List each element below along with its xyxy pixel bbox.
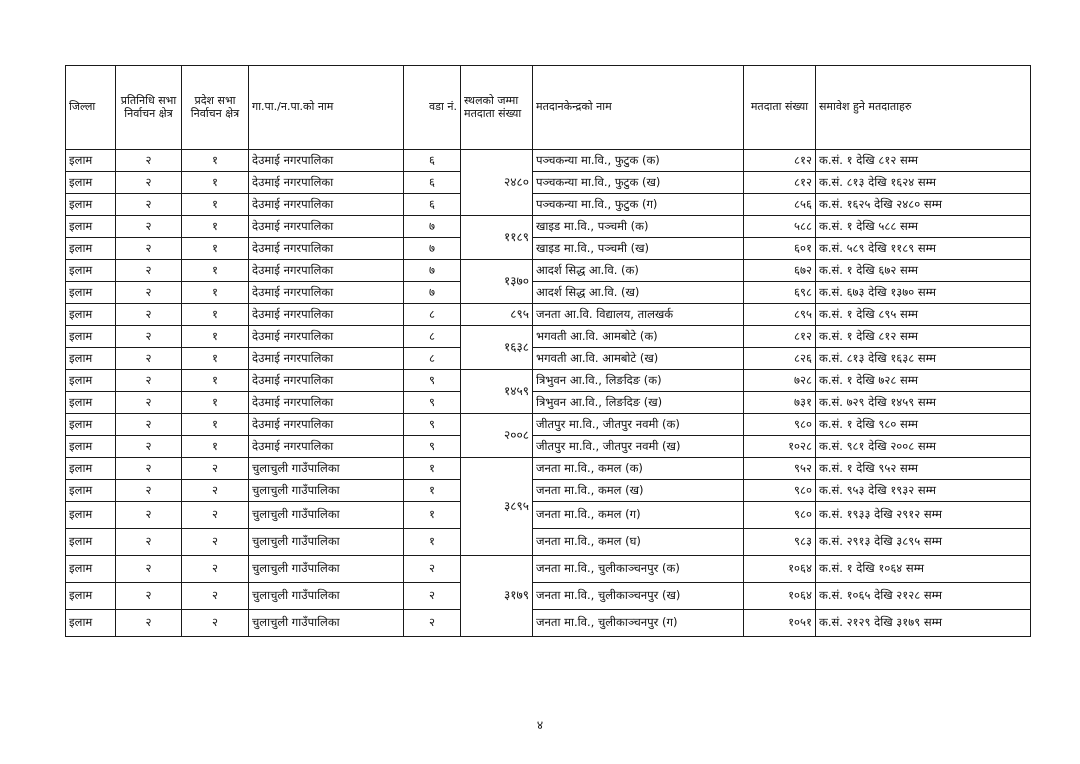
voter-count-cell: ६९८ (744, 282, 816, 304)
header-voter-range: समावेश हुने मतदाताहरु (816, 66, 1031, 150)
voter-count-cell: ७२८ (744, 370, 816, 392)
header-ward: वडा नं. (404, 66, 461, 150)
ward-cell: ९ (404, 370, 461, 392)
district-cell: इलाम (66, 194, 116, 216)
provincial-constituency-cell: २ (182, 502, 249, 529)
provincial-constituency-cell: १ (182, 414, 249, 436)
federal-constituency-cell: २ (116, 436, 182, 458)
federal-constituency-cell: २ (116, 392, 182, 414)
voter-range-cell: क.सं. २९१३ देखि ३८९५ सम्म (816, 529, 1031, 556)
municipality-cell: देउमाई नगरपालिका (249, 304, 404, 326)
voter-count-cell: ९८० (744, 414, 816, 436)
table-row (66, 480, 1031, 502)
table-row (66, 436, 1031, 458)
voter-range-cell: क.सं. १ देखि ८९५ सम्म (816, 304, 1031, 326)
polling-center-cell: पञ्चकन्या मा.वि., फुटुक (ख) (533, 172, 744, 194)
federal-constituency-cell: २ (116, 583, 182, 610)
ward-cell: १ (404, 502, 461, 529)
polling-center-cell: पञ्चकन्या मा.वि., फुटुक (क) (533, 150, 744, 172)
voter-range-cell: क.सं. ८१३ देखि १६२४ सम्म (816, 172, 1031, 194)
district-cell: इलाम (66, 392, 116, 414)
ward-cell: ७ (404, 260, 461, 282)
district-cell: इलाम (66, 583, 116, 610)
voter-count-cell: १०५१ (744, 610, 816, 637)
provincial-constituency-cell: १ (182, 326, 249, 348)
polling-center-table (65, 65, 1031, 637)
polling-center-cell: जनता मा.वि., चुलीकाञ्चनपुर (ग) (533, 610, 744, 637)
voter-range-cell: क.सं. १ देखि ७२८ सम्म (816, 370, 1031, 392)
ward-cell: १ (404, 458, 461, 480)
voter-range-cell: क.सं. १ देखि ८१२ सम्म (816, 150, 1031, 172)
polling-center-cell: त्रिभुवन आ.वि., लिङदिङ (ख) (533, 392, 744, 414)
voter-range-cell: क.सं. २१२९ देखि ३१७९ सम्म (816, 610, 1031, 637)
polling-center-cell: जनता मा.वि., कमल (घ) (533, 529, 744, 556)
federal-constituency-cell: २ (116, 194, 182, 216)
federal-constituency-cell: २ (116, 529, 182, 556)
federal-constituency-cell: २ (116, 370, 182, 392)
table-row (66, 348, 1031, 370)
table-row (66, 610, 1031, 637)
header-district: जिल्ला (66, 66, 116, 150)
municipality-cell: देउमाई नगरपालिका (249, 392, 404, 414)
federal-constituency-cell: २ (116, 304, 182, 326)
group-total-cell: ३१७९ (461, 556, 533, 637)
voter-range-cell: क.सं. ६७३ देखि १३७० सम्म (816, 282, 1031, 304)
polling-center-cell: जनता मा.वि., कमल (क) (533, 458, 744, 480)
table-row (66, 282, 1031, 304)
provincial-constituency-cell: १ (182, 304, 249, 326)
federal-constituency-cell: २ (116, 414, 182, 436)
table-row (66, 150, 1031, 172)
ward-cell: १ (404, 529, 461, 556)
voter-range-cell: क.सं. १ देखि ६७२ सम्म (816, 260, 1031, 282)
group-total-cell: २००८ (461, 414, 533, 458)
ward-cell: २ (404, 610, 461, 637)
ward-cell: ९ (404, 392, 461, 414)
voter-range-cell: क.सं. १६२५ देखि २४८० सम्म (816, 194, 1031, 216)
municipality-cell: देउमाई नगरपालिका (249, 326, 404, 348)
provincial-constituency-cell: १ (182, 282, 249, 304)
provincial-constituency-cell: १ (182, 260, 249, 282)
federal-constituency-cell: २ (116, 556, 182, 583)
voter-range-cell: क.सं. १०६५ देखि २१२८ सम्म (816, 583, 1031, 610)
ward-cell: ८ (404, 348, 461, 370)
voter-range-cell: क.सं. ९५३ देखि १९३२ सम्म (816, 480, 1031, 502)
municipality-cell: चुलाचुली गाउँपालिका (249, 458, 404, 480)
polling-center-cell: भगवती आ.वि. आमबोटे (ख) (533, 348, 744, 370)
ward-cell: ७ (404, 216, 461, 238)
table-row (66, 392, 1031, 414)
provincial-constituency-cell: १ (182, 436, 249, 458)
federal-constituency-cell: २ (116, 480, 182, 502)
header-row (66, 66, 1031, 150)
table-row (66, 216, 1031, 238)
ward-cell: ९ (404, 436, 461, 458)
header-total-voters: स्थलको जम्मा मतदाता संख्या (461, 66, 533, 150)
group-total-cell: ११८९ (461, 216, 533, 260)
voter-count-cell: ८५६ (744, 194, 816, 216)
federal-constituency-cell: २ (116, 326, 182, 348)
district-cell: इलाम (66, 216, 116, 238)
provincial-constituency-cell: २ (182, 458, 249, 480)
voter-count-cell: ८२६ (744, 348, 816, 370)
voter-count-cell: ९८० (744, 502, 816, 529)
municipality-cell: देउमाई नगरपालिका (249, 348, 404, 370)
voter-count-cell: ७३१ (744, 392, 816, 414)
table-row (66, 529, 1031, 556)
federal-constituency-cell: २ (116, 458, 182, 480)
group-total-cell: १६३८ (461, 326, 533, 370)
federal-constituency-cell: २ (116, 260, 182, 282)
provincial-constituency-cell: १ (182, 348, 249, 370)
municipality-cell: चुलाचुली गाउँपालिका (249, 480, 404, 502)
municipality-cell: देउमाई नगरपालिका (249, 172, 404, 194)
municipality-cell: देउमाई नगरपालिका (249, 414, 404, 436)
voter-count-cell: ९८३ (744, 529, 816, 556)
table-row (66, 194, 1031, 216)
ward-cell: ८ (404, 304, 461, 326)
municipality-cell: चुलाचुली गाउँपालिका (249, 583, 404, 610)
district-cell: इलाम (66, 304, 116, 326)
municipality-cell: देउमाई नगरपालिका (249, 260, 404, 282)
municipality-cell: चुलाचुली गाउँपालिका (249, 529, 404, 556)
voter-count-cell: ८१२ (744, 150, 816, 172)
provincial-constituency-cell: १ (182, 238, 249, 260)
district-cell: इलाम (66, 326, 116, 348)
polling-center-cell: खाइड मा.वि., पञ्चमी (ख) (533, 238, 744, 260)
district-cell: इलाम (66, 370, 116, 392)
polling-center-cell: भगवती आ.वि. आमबोटे (क) (533, 326, 744, 348)
polling-center-cell: जनता मा.वि., चुलीकाञ्चनपुर (ख) (533, 583, 744, 610)
voter-range-cell: क.सं. १ देखि १०६४ सम्म (816, 556, 1031, 583)
header-municipality: गा.पा./न.पा.को नाम (249, 66, 404, 150)
polling-center-cell: जीतपुर मा.वि., जीतपुर नवमी (क) (533, 414, 744, 436)
group-total-cell: २४८० (461, 150, 533, 216)
voter-count-cell: ८१२ (744, 326, 816, 348)
municipality-cell: देउमाई नगरपालिका (249, 150, 404, 172)
provincial-constituency-cell: १ (182, 194, 249, 216)
ward-cell: ६ (404, 150, 461, 172)
district-cell: इलाम (66, 529, 116, 556)
federal-constituency-cell: २ (116, 172, 182, 194)
voter-range-cell: क.सं. १९३३ देखि २९१२ सम्म (816, 502, 1031, 529)
district-cell: इलाम (66, 458, 116, 480)
voter-range-cell: क.सं. १ देखि ५८८ सम्म (816, 216, 1031, 238)
ward-cell: २ (404, 583, 461, 610)
federal-constituency-cell: २ (116, 348, 182, 370)
table-row (66, 326, 1031, 348)
district-cell: इलाम (66, 556, 116, 583)
group-total-cell: १४५९ (461, 370, 533, 414)
voter-range-cell: क.सं. ९८१ देखि २००८ सम्म (816, 436, 1031, 458)
voter-count-cell: १०२८ (744, 436, 816, 458)
municipality-cell: देउमाई नगरपालिका (249, 216, 404, 238)
voter-count-cell: ९५२ (744, 458, 816, 480)
provincial-constituency-cell: १ (182, 172, 249, 194)
voter-range-cell: क.सं. १ देखि ९८० सम्म (816, 414, 1031, 436)
ward-cell: ९ (404, 414, 461, 436)
provincial-constituency-cell: १ (182, 392, 249, 414)
district-cell: इलाम (66, 414, 116, 436)
voter-count-cell: ९८० (744, 480, 816, 502)
district-cell: इलाम (66, 348, 116, 370)
page-number: ४ (536, 718, 544, 732)
district-cell: इलाम (66, 480, 116, 502)
federal-constituency-cell: २ (116, 610, 182, 637)
municipality-cell: चुलाचुली गाउँपालिका (249, 556, 404, 583)
table-row (66, 304, 1031, 326)
voter-range-cell: क.सं. ७२९ देखि १४५९ सम्म (816, 392, 1031, 414)
table-row (66, 238, 1031, 260)
voter-range-cell: क.सं. ५८९ देखि ११८९ सम्म (816, 238, 1031, 260)
polling-center-cell: जनता मा.वि., कमल (ग) (533, 502, 744, 529)
header-provincial-constituency: प्रदेश सभा निर्वाचन क्षेत्र (182, 66, 249, 150)
federal-constituency-cell: २ (116, 282, 182, 304)
polling-center-cell: जनता मा.वि., चुलीकाञ्चनपुर (क) (533, 556, 744, 583)
ward-cell: ६ (404, 172, 461, 194)
provincial-constituency-cell: १ (182, 216, 249, 238)
polling-center-cell: खाइड मा.वि., पञ्चमी (क) (533, 216, 744, 238)
municipality-cell: चुलाचुली गाउँपालिका (249, 502, 404, 529)
table-row (66, 583, 1031, 610)
district-cell: इलाम (66, 610, 116, 637)
table-row (66, 260, 1031, 282)
voter-range-cell: क.सं. १ देखि ८१२ सम्म (816, 326, 1031, 348)
header-polling-center: मतदानकेन्द्रको नाम (533, 66, 744, 150)
voter-count-cell: १०६४ (744, 556, 816, 583)
municipality-cell: देउमाई नगरपालिका (249, 370, 404, 392)
polling-center-cell: त्रिभुवन आ.वि., लिङदिङ (क) (533, 370, 744, 392)
provincial-constituency-cell: २ (182, 610, 249, 637)
polling-center-cell: आदर्श सिद्ध आ.वि. (क) (533, 260, 744, 282)
federal-constituency-cell: २ (116, 502, 182, 529)
municipality-cell: देउमाई नगरपालिका (249, 238, 404, 260)
polling-center-cell: जनता मा.वि., कमल (ख) (533, 480, 744, 502)
voter-count-cell: ६७२ (744, 260, 816, 282)
polling-center-cell: जीतपुर मा.वि., जीतपुर नवमी (ख) (533, 436, 744, 458)
group-total-cell: ३८९५ (461, 458, 533, 556)
table-row (66, 172, 1031, 194)
ward-cell: २ (404, 556, 461, 583)
federal-constituency-cell: २ (116, 238, 182, 260)
provincial-constituency-cell: १ (182, 370, 249, 392)
municipality-cell: चुलाचुली गाउँपालिका (249, 610, 404, 637)
district-cell: इलाम (66, 502, 116, 529)
provincial-constituency-cell: २ (182, 480, 249, 502)
district-cell: इलाम (66, 150, 116, 172)
ward-cell: १ (404, 480, 461, 502)
voter-range-cell: क.सं. ८१३ देखि १६३८ सम्म (816, 348, 1031, 370)
polling-center-cell: जनता आ.वि. विद्यालय, तालखर्क (533, 304, 744, 326)
table-row (66, 458, 1031, 480)
federal-constituency-cell: २ (116, 216, 182, 238)
municipality-cell: देउमाई नगरपालिका (249, 194, 404, 216)
provincial-constituency-cell: २ (182, 556, 249, 583)
municipality-cell: देउमाई नगरपालिका (249, 282, 404, 304)
ward-cell: ६ (404, 194, 461, 216)
table-row (66, 502, 1031, 529)
district-cell: इलाम (66, 172, 116, 194)
table-body (66, 150, 1031, 637)
ward-cell: ८ (404, 326, 461, 348)
table-row (66, 556, 1031, 583)
voter-count-cell: १०६४ (744, 583, 816, 610)
district-cell: इलाम (66, 436, 116, 458)
ward-cell: ७ (404, 238, 461, 260)
voter-count-cell: ६०१ (744, 238, 816, 260)
voter-range-cell: क.सं. १ देखि ९५२ सम्म (816, 458, 1031, 480)
group-total-cell: ८९५ (461, 304, 533, 326)
table-row (66, 414, 1031, 436)
document-page (65, 65, 1030, 637)
table-row (66, 370, 1031, 392)
polling-center-cell: पञ्चकन्या मा.वि., फुटुक (ग) (533, 194, 744, 216)
provincial-constituency-cell: २ (182, 529, 249, 556)
municipality-cell: देउमाई नगरपालिका (249, 436, 404, 458)
federal-constituency-cell: २ (116, 150, 182, 172)
district-cell: इलाम (66, 238, 116, 260)
provincial-constituency-cell: २ (182, 583, 249, 610)
voter-count-cell: ८१२ (744, 172, 816, 194)
voter-count-cell: ८९५ (744, 304, 816, 326)
polling-center-cell: आदर्श सिद्ध आ.वि. (ख) (533, 282, 744, 304)
district-cell: इलाम (66, 282, 116, 304)
provincial-constituency-cell: १ (182, 150, 249, 172)
group-total-cell: १३७० (461, 260, 533, 304)
header-voter-count: मतदाता संख्या (744, 66, 816, 150)
voter-count-cell: ५८८ (744, 216, 816, 238)
header-federal-constituency: प्रतिनिधि सभा निर्वाचन क्षेत्र (116, 66, 182, 150)
district-cell: इलाम (66, 260, 116, 282)
ward-cell: ७ (404, 282, 461, 304)
